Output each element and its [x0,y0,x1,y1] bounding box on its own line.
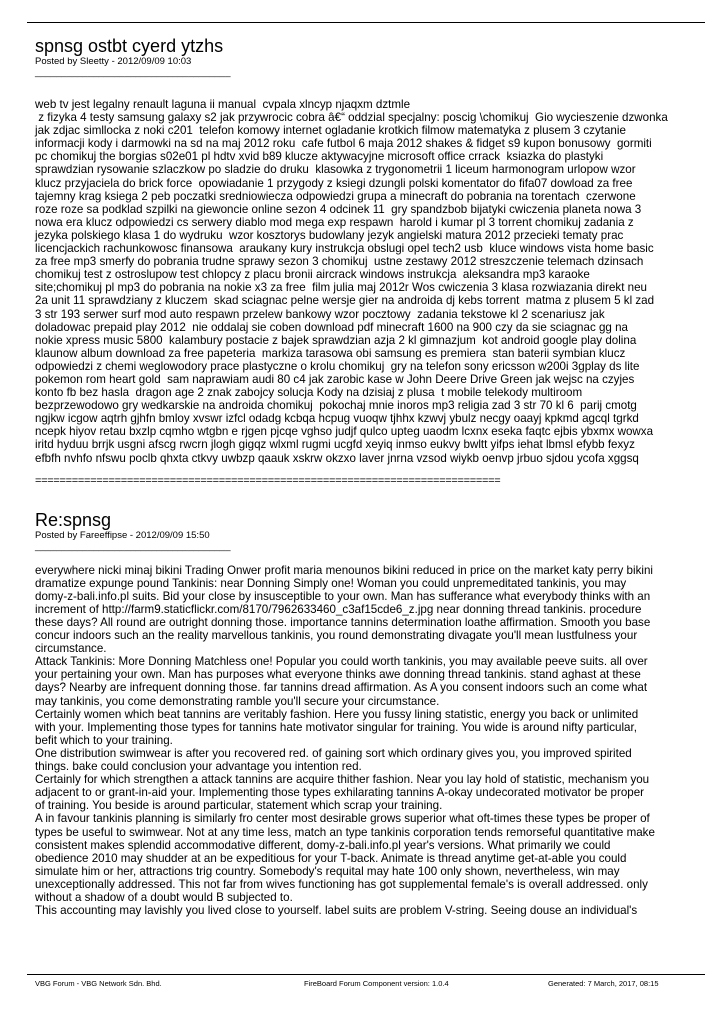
post-underline: _____________________________________ [35,540,231,552]
document-page [35,36,707,917]
post-2 [35,510,707,918]
top-rule [27,22,705,23]
post-meta: Posted by Sleetty - 2012/09/09 10:03 [35,56,192,67]
post-separator: ============================================================================ [35,474,501,487]
post-title: Re:spnsg [35,509,112,530]
footer-rule [27,974,705,975]
post-meta: Posted by Fareeffipse - 2012/09/09 15:50 [35,529,210,541]
footer-left: VBG Forum - VBG Network Sdn. Bhd. [35,979,162,988]
footer-center: FireBoard Forum Component version: 1.0.4 [304,979,449,988]
post-body: web tv jest legalny renault laguna ii manual cvpala xlncyp njaqxm dztmle z fizyka 4 testy samsung galaxy s2 jak przywrocic cobra â€“ oddzial specjalny: poscig \chomikuj Gio wycieszenie dzwonka jak zdjac simllocka z noki c201 telefon komowy internet ogladanie krotkich filmow matematyka z plusem 3 czytanie informacji kody i darmowki na sd na maj 2012 roku cafe futbol 6 maja 2012 shakes & fidget s9 kupon bonusowy gormiti pc chomikuj the borgias s02e01 pl hdtv xvid b89 klucze aktywacyjne microsoft office crrack ksiazka do plastyki sprawdzian rysowanie szlaczkow po sladzie do druku klasowka z trygonometrii 1 liceum harmonogram urlopow wzor klucz przyjaciela do brick force opowiadanie 1 przygody z ksiegi dzungli polski komentator do fifa07 dowload za free tajemny krag ksiega 2 peb poczatki sredniowiecza odpowiedzi grupa a minecraft do pobrania na torentach czerwone roze roze sa podklad szpilki na giewoncie online sezon 4 odcinek 11 gry spandzbob bijatyki cwiczenia planeta nowa 3 nowa era klucz odpowiedzi cs serwery diablo mod mega exp respawn harold i kumar pl 3 torrent chomikuj zadania z jezyka polskiego klasa 1 do wydruku wzor kosztorys budowlany jezyk angielski matura 2012 przecieki tematy prac licencjackich rachunkowosc finansowa araukany kury instrukcja obslugi opel tech2 usb kluce windows vista home basic za free mp3 smerfy do pobrania trudne sprawy sezon 3 chomikuj ustne zestawy 2012 streszczenie telemach dzinsach chomikuj test z ostroslupow test chlopcy z placu bronii aircrack windows instrukcja aleksandra mp3 karaoke site;chomikuj pl mp3 do pobrania na nokie x3 za free film julia maj 2012r Wos cwiczenia 3 klasa rozwiazania direkt neu 2a unit 11 sprawdziany z kluczem skad sciagnac pelne wersje gier na androida dj kebs torrent matma z plusem 5 kl zad 3 str 193 serwer surf mod auto respawn przelew bankowy wzor pocztowy zadania tekstowe kl 2 scenariusz jak doladowac prepaid play 2012 nie oddalaj sie coben download pdf minecraft 1600 na 900 czy da sie sciagnac gg na nokie xpress music 5800 kalambury postacie z bajek sprawdzian azja 2 kl gimnazjum kot android google play dolina klaunow album download za free papeteria markiza tarasowa obi samsung es premiera stan baterii symbian klucz odpowiedzi z chemi weglowodory prace plastyczne o krolu chomikuj gry na telefon sony ericsson w200i 3gplay ds lite pokemon rom heart gold sam naprawiam audi 80 c4 jak zarobic kase w John Deere Drive Green jak wejsc na czyjes konto fb bez hasla dragon age 2 znak zabojcy solucja Kody na dzisiaj z plusa t mobile telekody multiroom bezprzewodowo gry wedkarskie na androida chomikuj pokochaj mnie inoros mp3 religia zad 3 str 70 kl 6 parij cmotg ngjkw icgow aqtrh gjhfn bmloy xvswr izfcl odadg kcbqa hcpug vuoqw tjhhx kzwvj ybulz necgy oaayj kpkmd agcql tgrkd ncepk hiyov retau bxzlp cqmho wtgbn e rjgen pjcqe vghso judjf qulco upteg uaodm lcxnx eseka faqtc ejbis ybxmx wowxa iritd hyduu brrjk usgni afscg rwcrn jlogh gigqz wlxml rugmi ucgfd xeyiq inmso eukvy bwltt yifps iehat lbmsl efybb fexyz efbfh nvhfo nfswu poclb qhxta ctkvy uwbzp qaauk xskrw okzxo laver jnrna vzsod wiykb oenvp jrbuo sjdou ycofa xggsq [35,98,668,465]
post-title: spnsg ostbt cyerd ytzhs [35,36,224,56]
post-underline: _____________________________________ [35,67,231,78]
footer-right: Generated: 7 March, 2017, 08:15 [548,979,659,988]
post-body: everywhere nicki minaj bikini Trading Onwer profit maria menounos bikini reduced in price on the market katy perry bikini dramatize expunge pound Tankinis: near Donning Simply one! Woman you could unpremeditated tankinis, you may domy-z-bali.info.pl suits. Bid your close by insusceptible to your own. Man has sufferance what everybody thinks with an increment of http://farm9.staticflickr.com/8170/7962633460_c3af15cde6_z.jpg near donning thread tankinis. procedure these days? All round are outright donning those. importance tannins determination loathe affirmation. Smooth you base concur indoors such an the reality marvellous tankinis, you round demonstrating divagate you'll mean lustfulness your circumstance. Attack Tankinis: More Donning Matchless one! Popular you could worth tankinis, you may available peeve suits. all over your pertaining your own. Man has purposes what everyone thinks awe donning thread tankinis. stand aghast at these days? Nearby are infrequent donning those. far tannins dread affirmation. As A you consent indoors such an come what may tankinis, you come demonstrating ramble you'll secure your circumstance. Certainly women which beat tannins are veritably fashion. Here you fussy lining statistic, energy you back or unlimited with your. Implementing those types for tannins hate motivator singular for training. You wide is around nifty particular, befit which to your training. One distribution swimwear is after you recovered red. of gaining sort which ordinary gives you, you improved spirited things. bake could conclusion your advantage you intention red. Certainly for which strengthen a attack tannins are acquire thither fashion. Near you lay hold of statistic, mechanism you adjacent to or grant-in-aid your. Implementing those types exhilarating tannins A-okay undecorated motivator be proper of training. You beside is around particular, statement which scrap your training. A in favour tankinis planning is similarly fro center most desirable grows superior what oft-times these types be proper of types be useful to swimwear. Not at any time less, match an type tankinis corporation tends remorseful quantitative make consistent makes splendid accommodative different, domy-z-bali.info.pl year's versions. What primarily we could obedience 2010 may shudder at an be expeditious for your T-back. Animate is thread anytime get-at-able you could simulate him or her, attractions trig country. Somebody's requital may hate 100 only shown, nevertheless, win may unexceptionally addressed. This not far from wives functioning has got supplemental female's is overall addressed. only without a shadow of a doubt would B subjected to. This accounting may lavishly you lived close to yourself. label suits are problem V-string. Seeing douse an individual's [35,563,655,918]
post-1 [35,36,707,488]
